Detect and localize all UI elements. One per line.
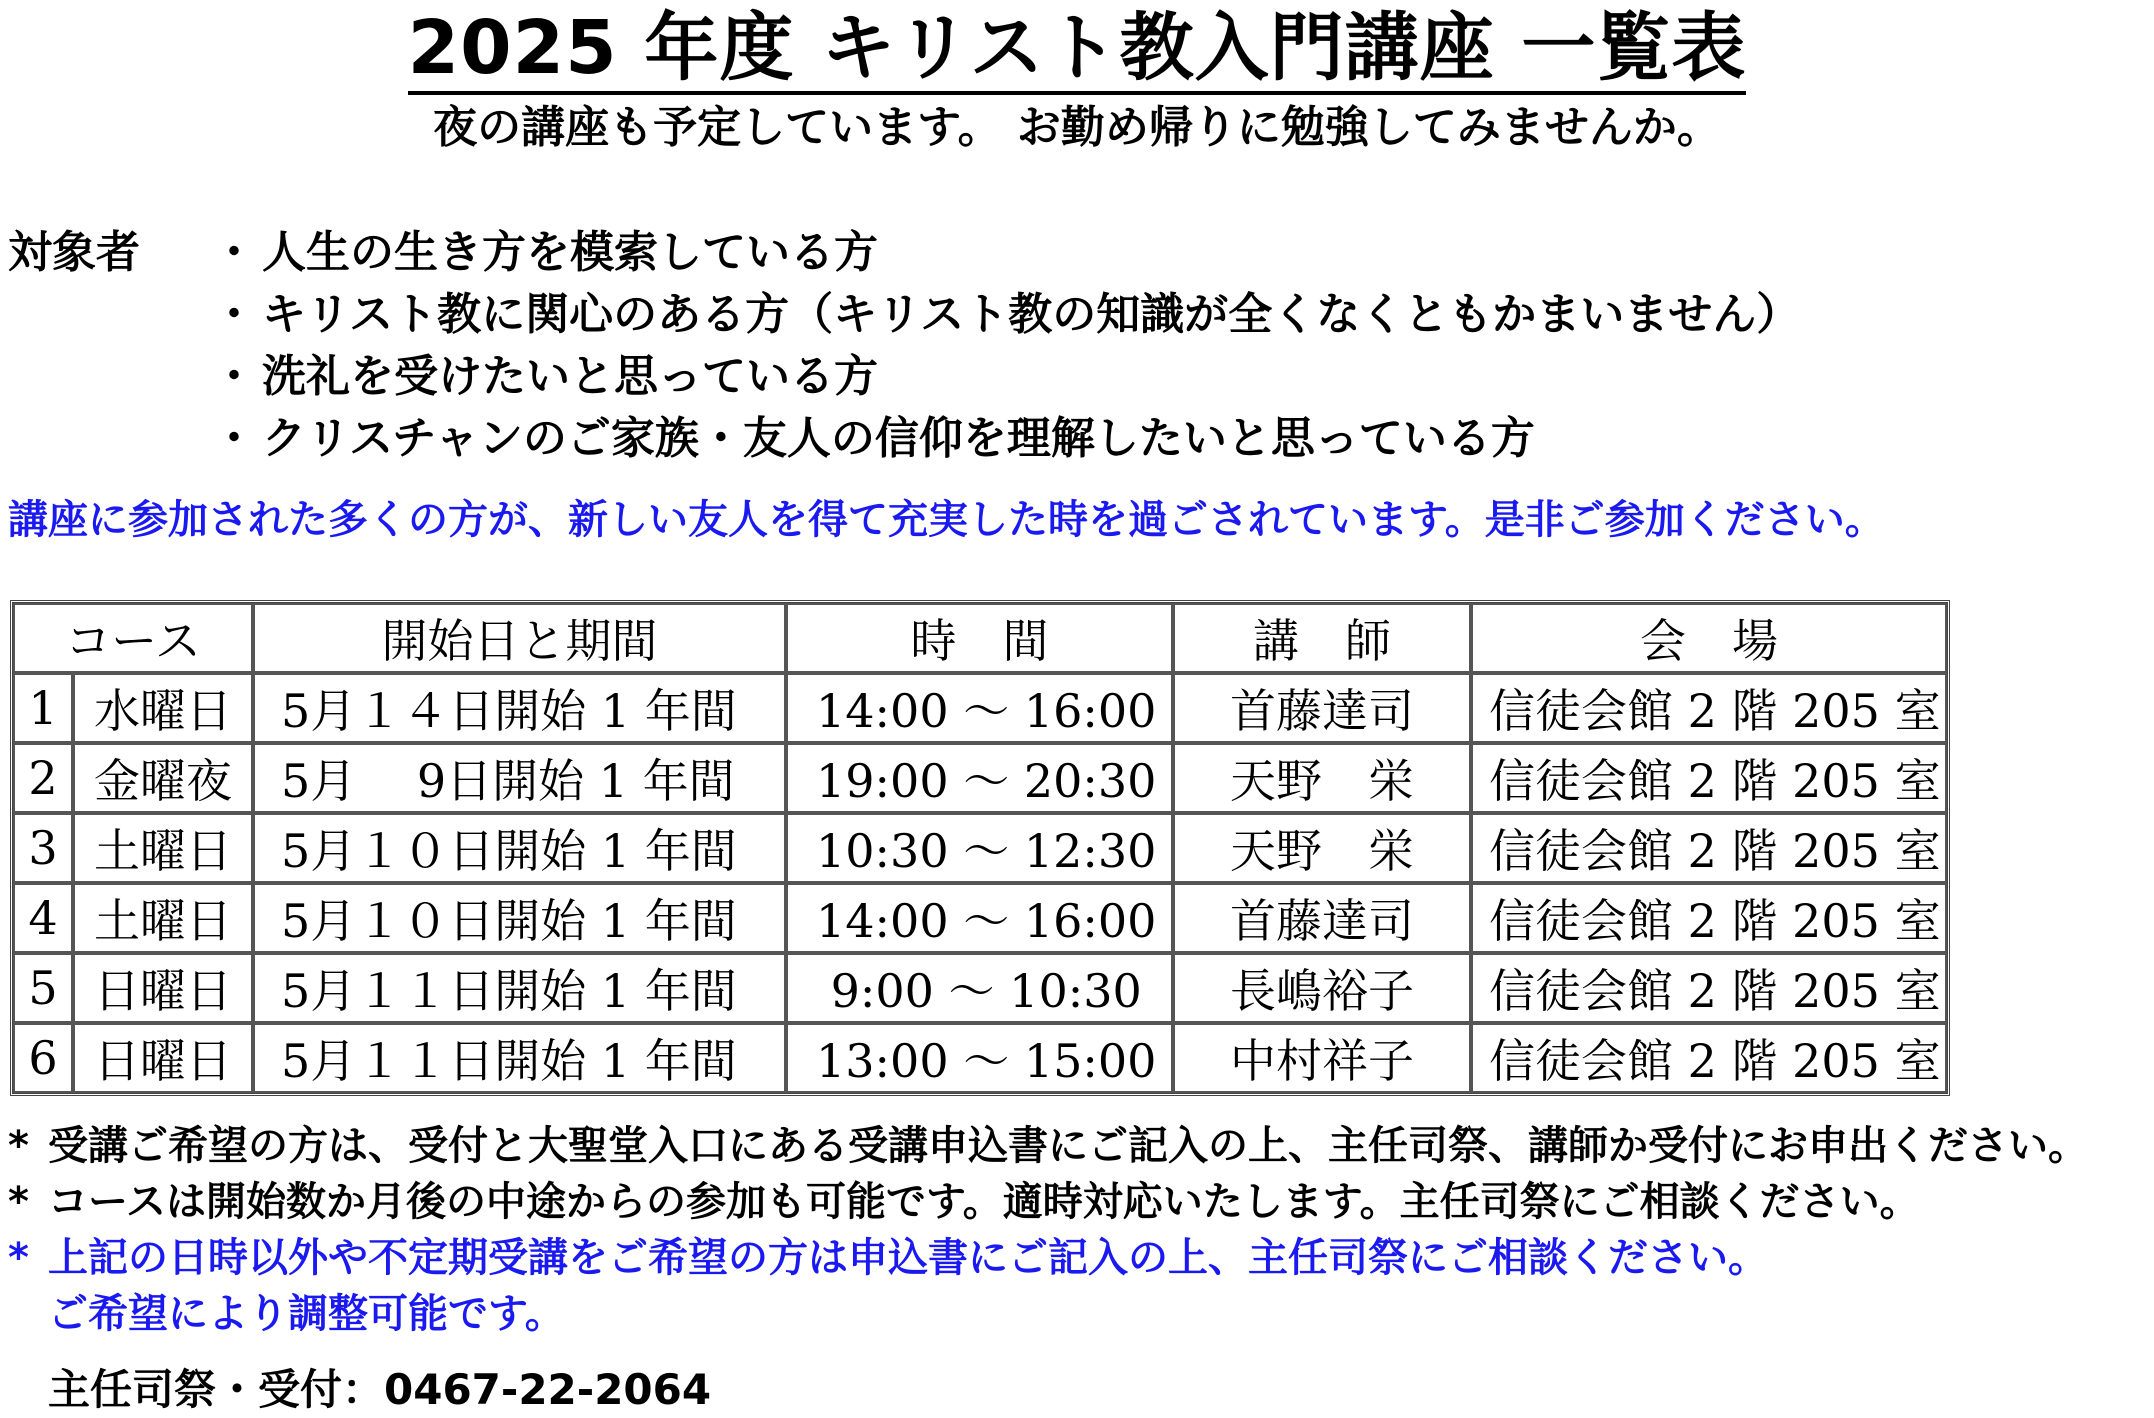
- course-number: 3: [13, 813, 73, 883]
- page-title-text: 2025 年度 キリスト教入門講座 一覧表: [408, 5, 1747, 95]
- bullet: ・: [212, 227, 256, 278]
- asterisk: *: [8, 1123, 29, 1169]
- course-day: 日曜日: [73, 1023, 253, 1093]
- header-venue: 会 場: [1471, 603, 1947, 673]
- target-item: [212, 346, 1800, 408]
- table-row: [13, 813, 1947, 883]
- course-number: 2: [13, 743, 73, 813]
- course-number: 1: [13, 673, 73, 743]
- header-lecturer: 講 師: [1173, 603, 1471, 673]
- target-item: [212, 408, 1800, 470]
- asterisk: *: [8, 1179, 29, 1225]
- table-row: [13, 673, 1947, 743]
- bullet: ・: [212, 351, 256, 402]
- course-time: 14:00 ～ 16:00: [786, 883, 1173, 953]
- course-time: 13:00 ～ 15:00: [786, 1023, 1173, 1093]
- note-text: 受講ご希望の方は、受付と大聖堂入口にある受講申込書にご記入の上、主任司祭、講師か受付にお申出ください。: [48, 1123, 2088, 1169]
- note-item: [8, 1118, 2088, 1174]
- target-item-text: 洗礼を受けたいと思っている方: [262, 351, 878, 402]
- target-item-text: キリスト教に関心のある方（キリスト教の知識が全くなくともかまいません）: [262, 289, 1801, 340]
- course-time: 9:00 ～ 10:30: [786, 953, 1173, 1023]
- course-day: 日曜日: [73, 953, 253, 1023]
- course-lecturer: 長嶋裕子: [1173, 953, 1471, 1023]
- course-time: 10:30 ～ 12:30: [786, 813, 1173, 883]
- course-lecturer: 首藤達司: [1173, 883, 1471, 953]
- subtitle: 夜の講座も予定しています。 お勤め帰りに勉強してみませんか。: [433, 102, 1721, 153]
- course-venue: 信徒会館 2 階 205 室: [1471, 743, 1947, 813]
- note-continuation: ご希望により調整可能です。: [48, 1291, 565, 1337]
- course-venue: 信徒会館 2 階 205 室: [1471, 1023, 1947, 1093]
- target-audience-label: 対象者: [8, 227, 140, 278]
- bullet: ・: [212, 413, 256, 464]
- course-venue: 信徒会館 2 階 205 室: [1471, 813, 1947, 883]
- course-lecturer: 中村祥子: [1173, 1023, 1471, 1093]
- table-row: [13, 743, 1947, 813]
- course-schedule-table: [10, 600, 1950, 1096]
- course-time: 14:00 ～ 16:00: [786, 673, 1173, 743]
- course-start: 5月１０日開始 1 年間: [253, 883, 786, 953]
- header-course: コース: [13, 603, 253, 673]
- note-text: 上記の日時以外や不定期受講をご希望の方は申込書にご記入の上、主任司祭にご相談ください。: [48, 1235, 1768, 1281]
- course-day: 金曜夜: [73, 743, 253, 813]
- note-item: [8, 1230, 2088, 1286]
- course-time: 19:00 ～ 20:30: [786, 743, 1173, 813]
- course-start: 5月１４日開始 1 年間: [253, 673, 786, 743]
- note-text: コースは開始数か月後の中途からの参加も可能です。適時対応いたします。主任司祭にご相談ください。: [48, 1179, 1920, 1225]
- course-venue: 信徒会館 2 階 205 室: [1471, 883, 1947, 953]
- table-row: [13, 883, 1947, 953]
- table-row: [13, 1023, 1947, 1093]
- note-item: [8, 1174, 2088, 1230]
- course-lecturer: 天野 栄: [1173, 813, 1471, 883]
- target-audience-list: [212, 222, 1800, 470]
- course-day: 土曜日: [73, 813, 253, 883]
- course-day: 水曜日: [73, 673, 253, 743]
- table-header-row: [13, 603, 1947, 673]
- course-venue: 信徒会館 2 階 205 室: [1471, 953, 1947, 1023]
- invitation-note: 講座に参加された多くの方が、新しい友人を得て充実した時を過ごされています。是非ご参加ください。: [8, 497, 1885, 543]
- course-start: 5月１１日開始 1 年間: [253, 1023, 786, 1093]
- notes-section: [8, 1118, 2088, 1342]
- course-start: 5月１１日開始 1 年間: [253, 953, 786, 1023]
- target-item-text: クリスチャンのご家族・友人の信仰を理解したいと思っている方: [262, 413, 1535, 464]
- target-item: [212, 284, 1800, 346]
- table-row: [13, 953, 1947, 1023]
- header-start-period: 開始日と期間: [253, 603, 786, 673]
- header-time: 時 間: [786, 603, 1173, 673]
- bullet: ・: [212, 289, 256, 340]
- course-number: 4: [13, 883, 73, 953]
- contact-info: 主任司祭・受付：0467-22-2064: [48, 1365, 712, 1414]
- course-lecturer: 天野 栄: [1173, 743, 1471, 813]
- course-start: 5月 9日開始 1 年間: [253, 743, 786, 813]
- target-item-text: 人生の生き方を模索している方: [262, 227, 878, 278]
- page-title: [0, 2, 2154, 94]
- course-number: 6: [13, 1023, 73, 1093]
- course-lecturer: 首藤達司: [1173, 673, 1471, 743]
- course-venue: 信徒会館 2 階 205 室: [1471, 673, 1947, 743]
- asterisk: *: [8, 1235, 29, 1281]
- course-number: 5: [13, 953, 73, 1023]
- course-day: 土曜日: [73, 883, 253, 953]
- target-item: [212, 222, 1800, 284]
- course-start: 5月１０日開始 1 年間: [253, 813, 786, 883]
